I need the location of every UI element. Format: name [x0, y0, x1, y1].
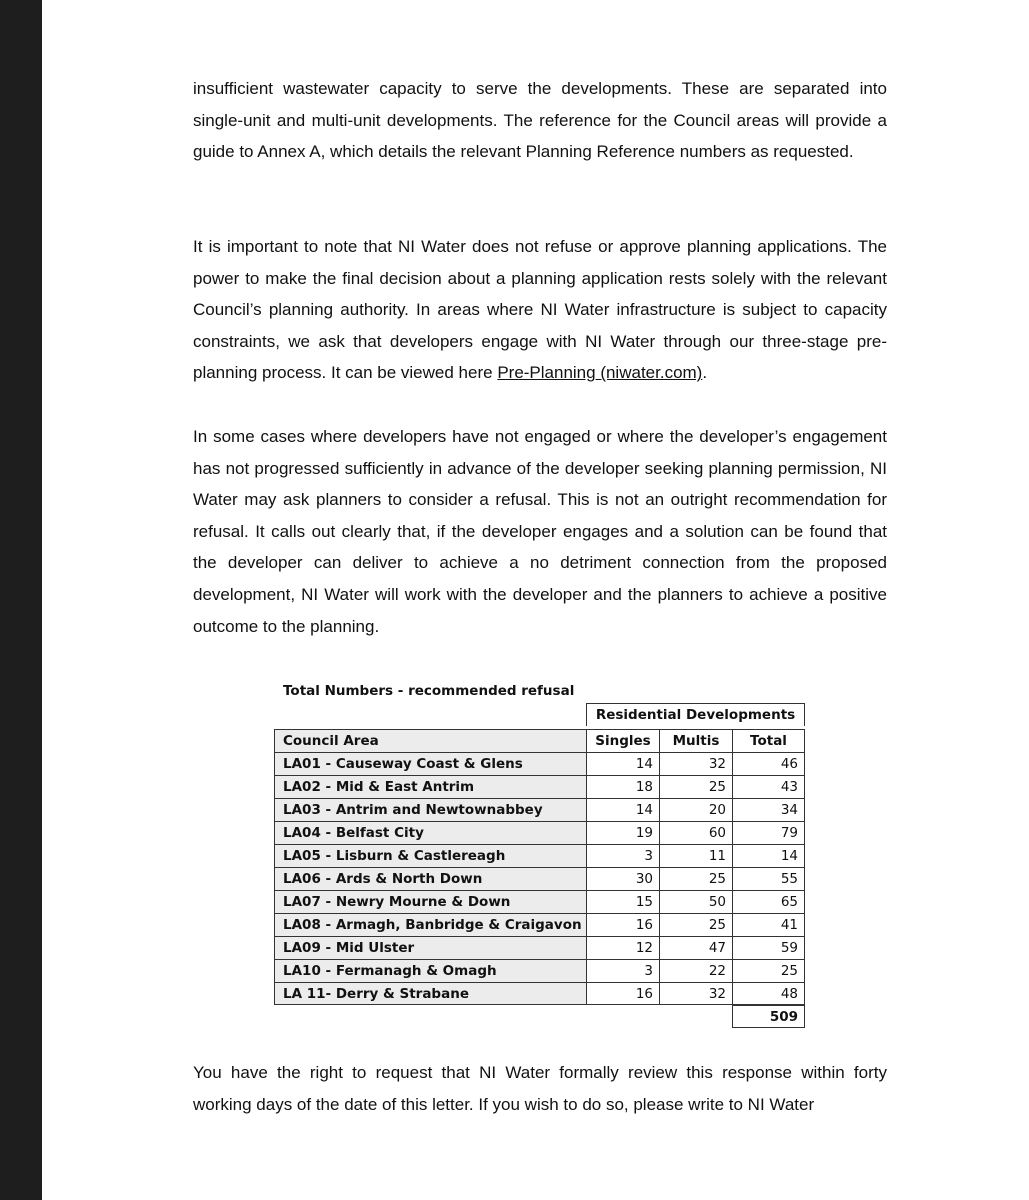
total-cell: 25 [732, 959, 805, 982]
council-area-cell: LA07 - Newry Mourne & Down [274, 890, 586, 913]
council-area-cell: LA09 - Mid Ulster [274, 936, 586, 959]
singles-cell: 14 [586, 752, 659, 775]
total-cell: 59 [732, 936, 805, 959]
total-cell: 43 [732, 775, 805, 798]
total-cell: 55 [732, 867, 805, 890]
grand-total: 509 [732, 1005, 805, 1028]
council-area-cell: LA05 - Lisburn & Castlereagh [274, 844, 586, 867]
council-area-cell: LA10 - Fermanagh & Omagh [274, 959, 586, 982]
multis-cell: 60 [659, 821, 732, 844]
paragraph-review-right: You have the right to request that NI Water formally review this response within forty working days of the date of this letter. If you wish to do so, please write to NI Water [193, 1063, 887, 1114]
total-cell: 65 [732, 890, 805, 913]
singles-cell: 16 [586, 982, 659, 1005]
multis-cell: 25 [659, 913, 732, 936]
council-area-cell: LA04 - Belfast City [274, 821, 586, 844]
singles-cell: 12 [586, 936, 659, 959]
total-cell: 14 [732, 844, 805, 867]
council-area-cell: LA 11- Derry & Strabane [274, 982, 586, 1005]
singles-cell: 3 [586, 959, 659, 982]
total-cell: 79 [732, 821, 805, 844]
singles-cell: 30 [586, 867, 659, 890]
singles-cell: 14 [586, 798, 659, 821]
multis-cell: 47 [659, 936, 732, 959]
multis-cell: 20 [659, 798, 732, 821]
council-area-cell: LA03 - Antrim and Newtownabbey [274, 798, 586, 821]
table-title: Total Numbers - recommended refusal [283, 683, 575, 699]
singles-cell: 18 [586, 775, 659, 798]
council-area-cell: LA02 - Mid & East Antrim [274, 775, 586, 798]
paragraph-refusal: In some cases where developers have not engaged or where the developer’s engagement has not progressed sufficiently in advance of the developer seeking planning permission, NI Water may ask planners to consider a refusal. This is not an outright recommendation for refusal. It calls out clearly that, if the developer engages and a solution can be found that the developer can deliver to achieve a no detriment connection from the proposed development, NI Water will work with the developer and the planners to achieve a positive outcome to the planning. [193, 427, 887, 636]
multis-cell: 11 [659, 844, 732, 867]
total-cell: 46 [732, 752, 805, 775]
singles-cell: 19 [586, 821, 659, 844]
pre-planning-link[interactable]: Pre-Planning (niwater.com) [497, 363, 703, 383]
multis-cell: 50 [659, 890, 732, 913]
singles-cell: 15 [586, 890, 659, 913]
paragraph-capacity: insufficient wastewater capacity to serve the developments. These are separated into single-unit and multi-unit developments. The reference for the Council areas will provide a guide to Annex A, which details the relevant Planning Reference numbers as requested. [193, 79, 887, 162]
multis-cell: 25 [659, 867, 732, 890]
council-area-cell: LA01 - Causeway Coast & Glens [274, 752, 586, 775]
council-area-cell: LA08 - Armagh, Banbridge & Craigavon [274, 913, 586, 936]
header-total: Total [732, 729, 805, 752]
header-singles: Singles [586, 729, 659, 752]
paragraph-planning-authority [193, 231, 887, 389]
council-area-cell: LA06 - Ards & North Down [274, 867, 586, 890]
total-cell: 48 [732, 982, 805, 1005]
residential-developments-header: Residential Developments [586, 703, 805, 726]
singles-cell: 3 [586, 844, 659, 867]
multis-cell: 22 [659, 959, 732, 982]
header-council-area: Council Area [274, 729, 586, 752]
multis-cell: 25 [659, 775, 732, 798]
total-cell: 41 [732, 913, 805, 936]
singles-cell: 16 [586, 913, 659, 936]
total-cell: 34 [732, 798, 805, 821]
paragraph-planning-end: . [702, 363, 708, 383]
multis-cell: 32 [659, 752, 732, 775]
left-dark-margin [0, 0, 42, 1200]
header-multis: Multis [659, 729, 732, 752]
paragraph-planning-text: It is important to note that NI Water does not refuse or approve planning applications. The power to make the final decision about a planning application rests solely with the relevant Council’s planning authority. In areas where NI Water infrastructure is subject to capacity constraints, we ask that developers engage with NI Water through our three-stage pre-planning process. It can be viewed here [193, 237, 887, 383]
multis-cell: 32 [659, 982, 732, 1005]
